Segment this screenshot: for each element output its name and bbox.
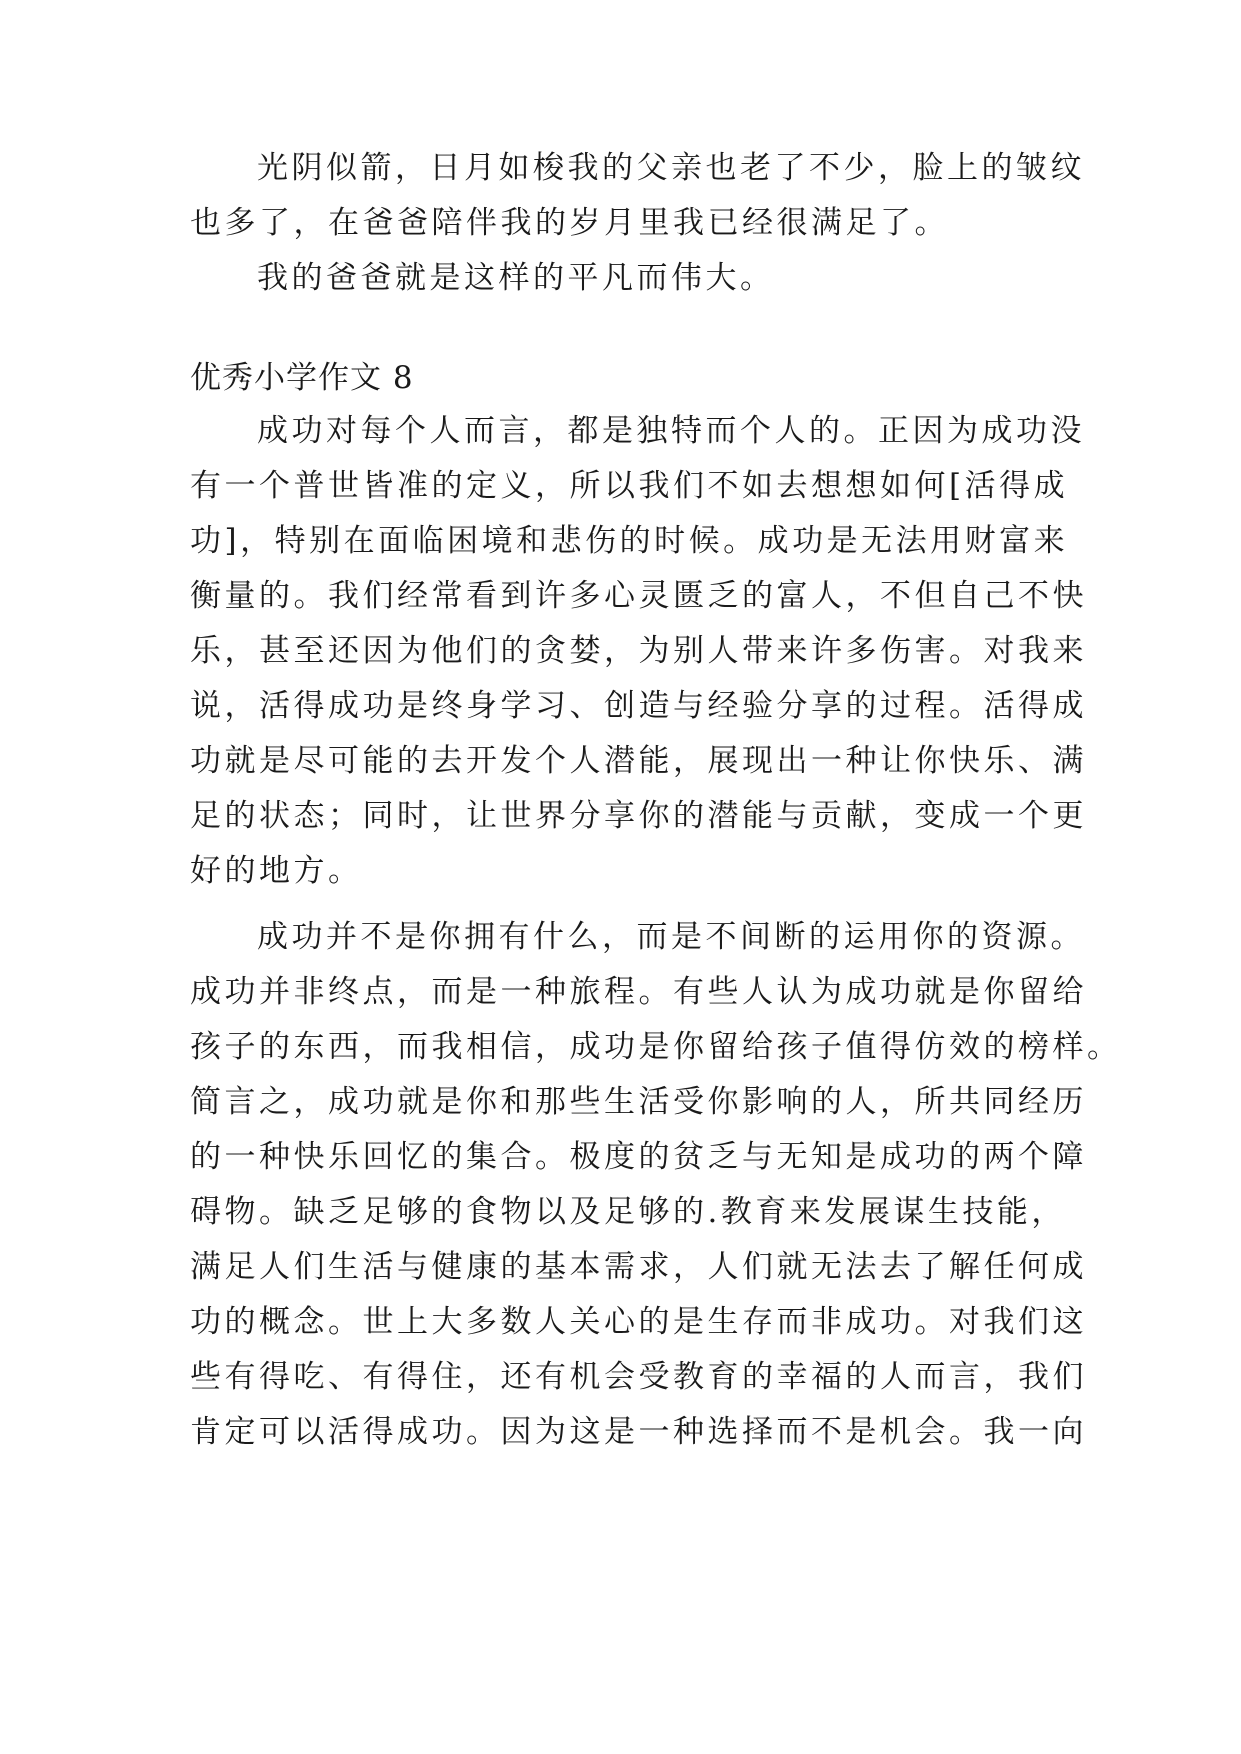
text-line: 光阴似箭，日月如梭我的父亲也老了不少，脸上的皱纹 xyxy=(257,150,1085,186)
text-line: 简言之，成功就是你和那些生活受你影响的人，所共同经历 xyxy=(190,1084,1087,1120)
text-line: 成功对每个人而言，都是独特而个人的。正因为成功没 xyxy=(257,413,1085,449)
text-line: 满足人们生活与健康的基本需求，人们就无法去了解任何成 xyxy=(190,1249,1087,1285)
text-line: 我的爸爸就是这样的平凡而伟大。 xyxy=(257,260,775,296)
text-line: 孩子的东西，而我相信，成功是你留给孩子值得仿效的榜样。 xyxy=(190,1029,1122,1065)
text-line: 好的地方。 xyxy=(190,853,363,889)
text-line: 衡量的。我们经常看到许多心灵匮乏的富人，不但自己不快 xyxy=(190,578,1087,614)
text-line: 功就是尽可能的去开发个人潜能，展现出一种让你快乐、满 xyxy=(190,743,1087,779)
text-line: 成功并不是你拥有什么，而是不间断的运用你的资源。 xyxy=(257,919,1085,955)
text-line: 足的状态；同时，让世界分享你的潜能与贡献，变成一个更 xyxy=(190,798,1087,834)
text-line: 成功并非终点，而是一种旅程。有些人认为成功就是你留给 xyxy=(190,974,1087,1010)
text-line: 也多了，在爸爸陪伴我的岁月里我已经很满足了。 xyxy=(190,205,949,241)
text-line: 乐，甚至还因为他们的贪婪，为别人带来许多伤害。对我来 xyxy=(190,633,1087,669)
text-line: 有一个普世皆准的定义，所以我们不如去想想如何[活得成 xyxy=(190,468,1069,504)
text-line: 功的概念。世上大多数人关心的是生存而非成功。对我们这 xyxy=(190,1304,1087,1340)
text-line: 的一种快乐回忆的集合。极度的贫乏与无知是成功的两个障 xyxy=(190,1139,1087,1175)
text-line: 碍物。缺乏足够的食物以及足够的.教育来发展谋生技能， xyxy=(190,1194,1066,1230)
text-line: 些有得吃、有得住，还有机会受教育的幸福的人而言，我们 xyxy=(190,1359,1087,1395)
text-line: 肯定可以活得成功。因为这是一种选择而不是机会。我一向 xyxy=(190,1414,1087,1450)
section-heading: 优秀小学作文 8 xyxy=(190,360,414,396)
text-line: 说，活得成功是终身学习、创造与经验分享的过程。活得成 xyxy=(190,688,1087,724)
text-line: 功]，特别在面临困境和悲伤的时候。成功是无法用财富来 xyxy=(190,523,1069,559)
